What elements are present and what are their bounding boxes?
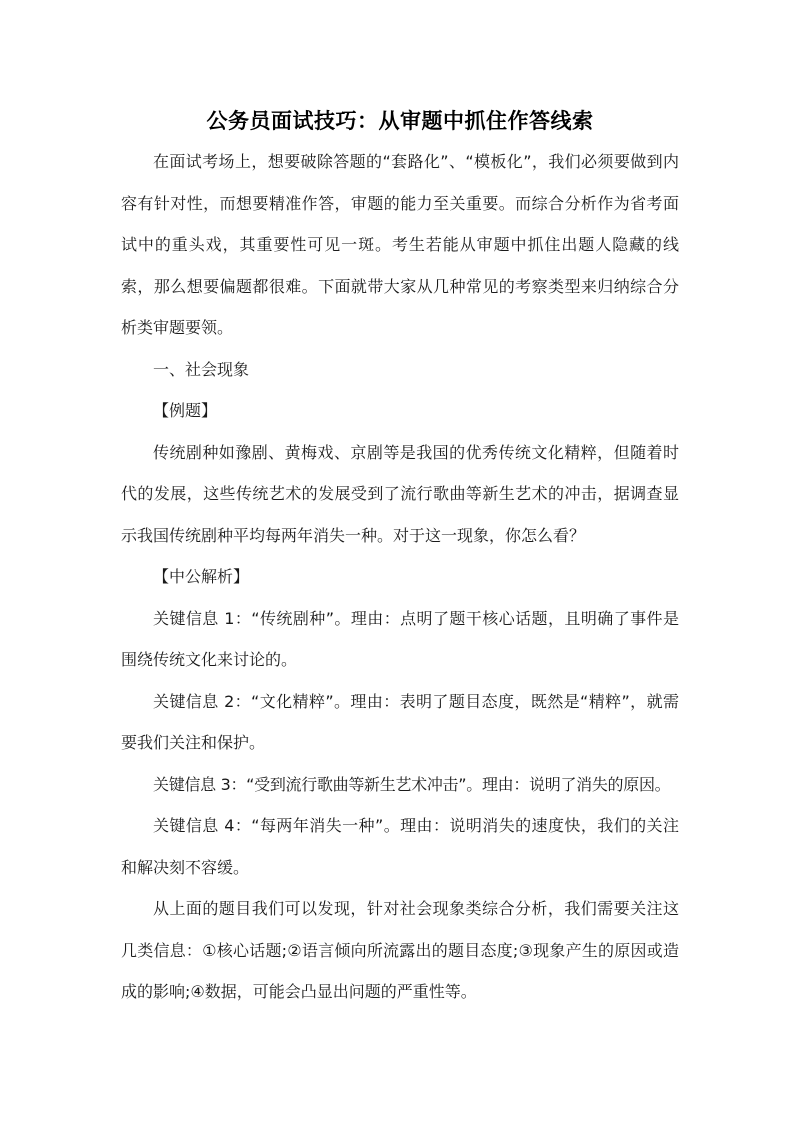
key-info-3: 关键信息 3：“受到流行歌曲等新生艺术冲击”。理由：说明了消失的原因。 <box>153 774 671 794</box>
intro-paragraph: 在面试考场上，想要破除答题的“套路化”、“模板化”，我们必须要做到内容有针对性，而想要精准作答，审题的能力至关重要。而综合分析作为省考面试中的重头戏，其重要性可见一斑。考生若能从审题中抓住出题人隐藏的线索，那么想要偏题都很难。下面就带大家从几种常见的考察类型来归纳综合分析类审题要领。 <box>121 152 679 337</box>
analysis-label: 【中公解析】 <box>153 567 250 586</box>
example-label: 【例题】 <box>153 401 218 420</box>
key-info-4: 关键信息 4：“每两年消失一种”。理由：说明消失的速度快，我们的关注和解决刻不容缓。 <box>121 816 679 877</box>
document-title: 公务员面试技巧：从审题中抓住作答线索 <box>206 109 594 133</box>
summary-paragraph: 从上面的题目我们可以发现，针对社会现象类综合分析，我们需要关注这几类信息：①核心话题;②语言倾向所流露出的题目态度;③现象产生的原因或造成的影响;④数据，可能会凸显出问题的严重性等。 <box>121 899 679 1001</box>
key-info-2: 关键信息 2：“文化精粹”。理由：表明了题目态度，既然是“精粹”，就需要我们关注和保护。 <box>121 691 679 752</box>
key-info-1: 关键信息 1：“传统剧种”。理由：点明了题干核心话题，且明确了事件是围绕传统文化来讨论的。 <box>121 608 679 669</box>
document-body <box>121 101 679 1013</box>
section-heading-social-phenomenon: 一、社会现象 <box>153 359 250 379</box>
example-question: 传统剧种如豫剧、黄梅戏、京剧等是我国的优秀传统文化精粹，但随着时代的发展，这些传统艺术的发展受到了流行歌曲等新生艺术的冲击，据调查显示我国传统剧种平均每两年消失一种。对于这一现象，你怎么看？ <box>121 442 679 545</box>
